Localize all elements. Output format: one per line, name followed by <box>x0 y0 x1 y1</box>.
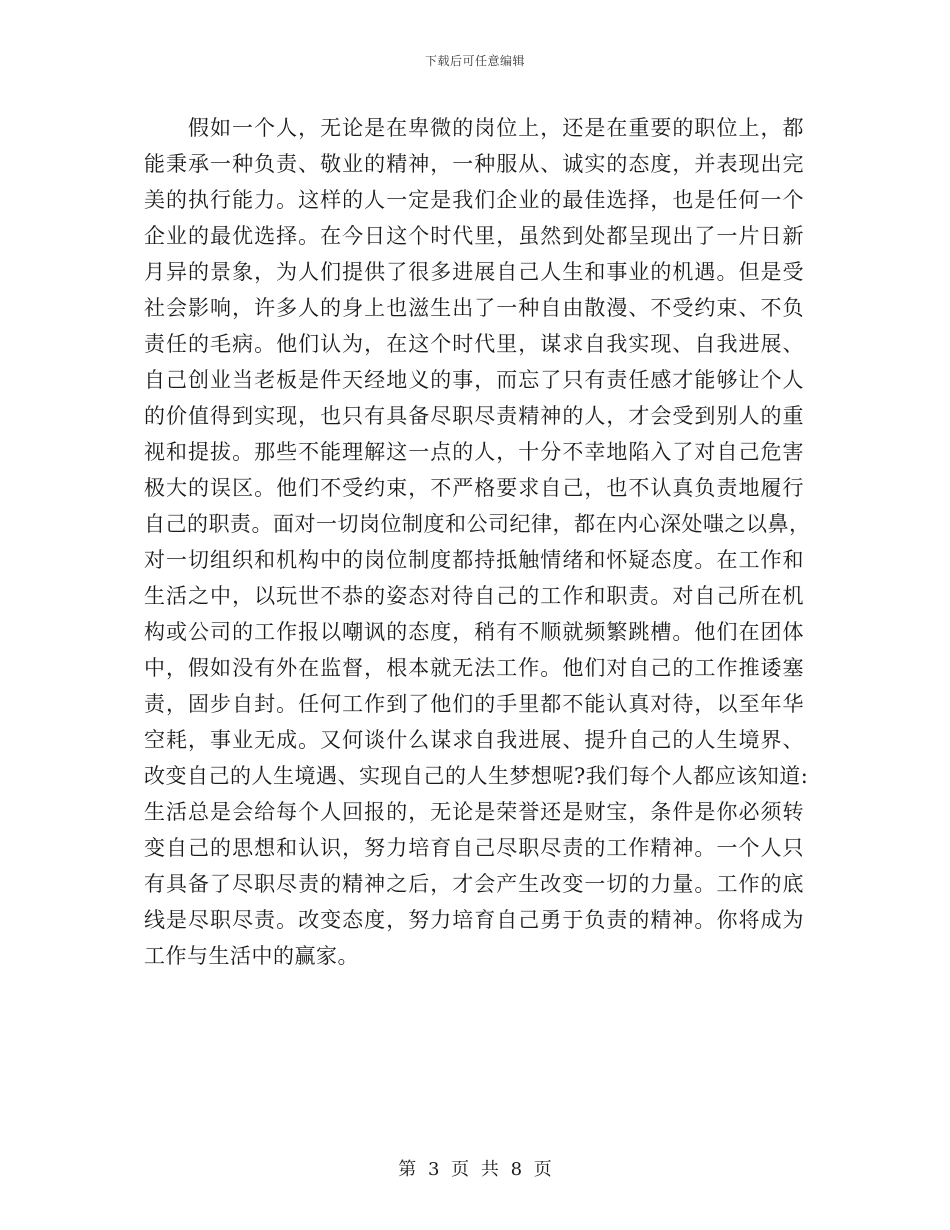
paragraph-line: 生活之中，以玩世不恭的姿态对待自己的工作和职责。对自己所在机 <box>144 584 804 608</box>
paragraph-line: 的价值得到实现，也只有具备尽职尽责精神的人，才会受到别人的重 <box>144 404 804 428</box>
paragraph-line: 责任的毛病。他们认为，在这个时代里，谋求自我实现、自我进展、 <box>144 332 804 356</box>
page-header: 下载后可任意编辑 <box>424 54 525 68</box>
paragraph-line: 有具备了尽职尽责的精神之后，才会产生改变一切的力量。工作的底 <box>144 872 804 896</box>
paragraph-line: 自己的职责。面对一切岗位制度和公司纪律，都在内心深处嗤之以鼻， <box>144 512 811 536</box>
paragraph-line: 美的执行能力。这样的人一定是我们企业的最佳选择，也是任何一个 <box>144 188 804 212</box>
paragraph-line: 能秉承一种负责、敬业的精神，一种服从、诚实的态度，并表现出完 <box>144 152 804 176</box>
paragraph-line: 极大的误区。他们不受约束，不严格要求自己，也不认真负责地履行 <box>144 476 804 500</box>
paragraph-line: 月异的景象，为人们提供了很多进展自己人生和事业的机遇。但是受 <box>144 260 804 284</box>
paragraph-line: 构或公司的工作报以嘲讽的态度，稍有不顺就频繁跳槽。他们在团体 <box>144 620 804 644</box>
paragraph-line: 假如一个人，无论是在卑微的岗位上，还是在重要的职位上，都 <box>188 116 804 140</box>
paragraph-line: 企业的最优选择。在今日这个时代里，虽然到处都呈现出了一片日新 <box>144 224 804 248</box>
paragraph-line: 空耗，事业无成。又何谈什么谋求自我进展、提升自己的人生境界、 <box>144 728 804 752</box>
paragraph-line: 对一切组织和机构中的岗位制度都持抵触情绪和怀疑态度。在工作和 <box>144 548 804 572</box>
paragraph-line: 工作与生活中的赢家。 <box>144 944 359 968</box>
paragraph-line: 变自己的思想和认识，努力培育自己尽职尽责的工作精神。一个人只 <box>144 836 804 860</box>
paragraph-line: 自己创业当老板是件天经地义的事，而忘了只有责任感才能够让个人 <box>144 368 804 392</box>
paragraph-line: 中，假如没有外在监督，根本就无法工作。他们对自己的工作推诿塞 <box>144 656 804 680</box>
paragraph-line: 改变自己的人生境遇、实现自己的人生梦想呢?我们每个人都应该知道: <box>144 764 809 788</box>
paragraph-line: 责，固步自封。任何工作到了他们的手里都不能认真对待，以至年华 <box>144 692 804 716</box>
paragraph-line: 社会影响，许多人的身上也滋生出了一种自由散漫、不受约束、不负 <box>144 296 804 320</box>
body-paragraph <box>144 110 811 974</box>
paragraph-line: 生活总是会给每个人回报的，无论是荣誉还是财宝，条件是你必须转 <box>144 800 804 824</box>
paragraph-line: 线是尽职尽责。改变态度，努力培育自己勇于负责的精神。你将成为 <box>144 908 804 932</box>
paragraph-line: 视和提拔。那些不能理解这一点的人，十分不幸地陷入了对自己危害 <box>144 440 804 464</box>
page-number-footer: 第 3 页 共 8 页 <box>398 1159 552 1180</box>
